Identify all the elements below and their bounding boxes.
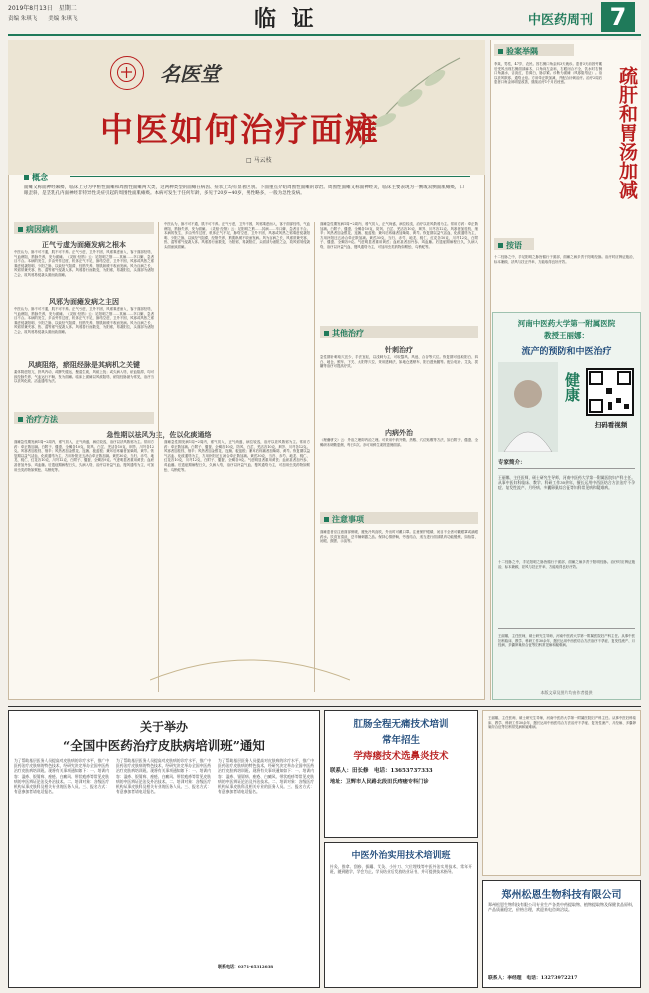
other-sub-1: 针刺治疗	[385, 345, 413, 354]
consult-heading: 验案举隅	[498, 46, 538, 57]
ads-divider	[8, 706, 641, 707]
cause-heading: 病因病机	[18, 224, 58, 235]
overview-heading: 概念	[24, 172, 48, 183]
treat-text-col2: 面瘫急性期发病1周~2周内，邪气初入，正气尚盛，病位较浅，治疗以祛风散邪为主。常用方药：牵正散加减。白附子、僵蚕、全蝎各10克，防风、白芷、羌活各10克，荆芥、川芎各12克。风寒者加桂枝、细辛；风热者加金银花、连翘、板蓝根；兼耳后疼痛者加柴胡、黄芩。恢复期以益气活血、化痰通络为主，方用补阳还五汤合牵正散加减。黄芪30克，当归、赤芍、地龙、桃仁、红花各10克，川芎12克，白附子、僵蚕、全蝎各9克。气虚明显者重用黄芪；血瘀甚者加丹参、鸡血藤。后遗症期病程日久，久病入络，治疗以补益气血、搜风通络为主，可加用虫类药物如蜈蚣、乌梢蛇等。	[164, 440, 310, 472]
ad1-text-col3: 为了帮助基层医务人员提高对皮肤病的诊疗水平，推广中医药治疗皮肤病的特色技术，经研究决定举办全国中医药治疗皮肤病培训班。现将有关事项通知如下：一、培训内容：湿疹、银屑病、痤疮、白癜风、带状疱疹等常见皮肤病的中医辨证论治及外治技术。二、培训对象：各级医疗机构从事皮肤科及相关专业的医务人员。三、报名方式：有意参加者请电话报名。	[218, 758, 314, 795]
overview-rule	[70, 176, 470, 177]
expert-rule	[498, 468, 635, 469]
ad2-title: 肛肠全程无痛技术培训	[353, 719, 449, 730]
ad2-address: 地址：卫辉市人民路北段田氏痔瘘专科门诊	[330, 779, 429, 785]
promo-hospital: 河南中医药大学第一附属医院	[517, 319, 616, 328]
ad1-head: 关于举办	[139, 720, 188, 734]
treat-heading: 治疗方法	[18, 414, 58, 425]
header-divider	[8, 34, 641, 36]
note-heading: 按语	[498, 240, 522, 251]
editor-note: 本版文章及图片均由作者提供	[540, 690, 593, 695]
cause-sub-3: 风痰阻络，瘀阻经脉是其病机之关键	[28, 360, 140, 369]
cause-sub-1: 正气亏虚为面瘫发病之根本	[42, 240, 126, 249]
notes-heading: 注意事项	[324, 514, 364, 525]
ad1-title: “全国中医药治疗皮肤病培训班”通知	[63, 738, 265, 753]
treat-text-col3: 面瘫急性期发病1周~2周内，邪气初入，正气尚盛，病位较浅，治疗以祛风散邪为主。常用方药：牵正散加减。白附子、僵蚕、全蝎各10克，防风、白芷、羌活各10克，荆芥、川芎各12克。风寒者加桂枝、细辛；风热者加金银花、连翘、板蓝根；兼耳后疼痛者加柴胡、黄芩。恢复期以益气活血、化痰通络为主，方用补阳还五汤合牵正散加减。黄芪30克，当归、赤芍、地龙、桃仁、红花各10克，川芎12克，白附子、僵蚕、全蝎各9克。气虚明显者重用黄芪；血瘀甚者加丹参、鸡血藤。后遗症期病程日久，久病入络，治疗以补益气血、搜风通络为主，可加用虫类药物如蜈蚣、乌梢蛇等。	[320, 222, 478, 249]
seal-icon	[110, 56, 144, 90]
ad3-text: 针灸、推拿、刮痧、拔罐、艾灸、小针刀、穴位埋线等中医外治实用技术，常年开班，随到随学，学会为止。学员结业后发放结业证书，并可提供技术指导。	[330, 864, 472, 875]
ad1-contact: 联系电话：0371-65312038	[218, 964, 274, 969]
cause-text-col2: 中医认为，脉不可不通，肌不可不养。正气亏虚，卫外不固，风邪乘虚而入，客于面部经络，气血痹阻，筋脉失养，发为面瘫。《灵枢·经筋》云：足阳明之筋……其病……卒口僻，急者目不合。本病的发生，多由劳作过度，机体正气不足，脉络空虚，卫外不固，风寒或风热之邪乘虚侵袭阳明、少阳之脉，以致经气阻滞，经筋失养，筋肌纵缓不收而发病。风为百病之长，风邪常兼夹寒、热、湿等邪气侵袭人体。风邪善行而数变，为阳邪，易袭阳位，头面部为诸阳之会，故风邪易侵袭头面而致面瘫。	[164, 222, 310, 249]
vertical-headline: 疏肝和胃汤加减	[616, 66, 638, 199]
page-header	[0, 0, 649, 34]
promo-brand: 健康	[563, 372, 581, 402]
column-name: 名医堂	[160, 62, 220, 86]
ad3-title: 中医外治实用技术培训班	[351, 851, 451, 861]
ad4-title: 郑州松恩生物科技有限公司	[501, 890, 622, 901]
treat-text-col1: 面瘫急性期发病1周~2周内，邪气初入，正气尚盛，病位较浅，治疗以祛风散邪为主。常用方药：牵正散加减。白附子、僵蚕、全蝎各10克，防风、白芷、羌活各10克，荆芥、川芎各12克。风寒者加桂枝、细辛；风热者加金银花、连翘、板蓝根；兼耳后疼痛者加柴胡、黄芩。恢复期以益气活血、化痰通络为主，方用补阳还五汤合牵正散加减。黄芪30克，当归、赤芍、地龙、桃仁、红花各10克，川芎12克，白附子、僵蚕、全蝎各9克。气虚明显者重用黄芪；血瘀甚者加丹参、鸡血藤。后遗症期病程日久，久病入络，治疗以补益气血、搜风通络为主，可加用虫类药物如蜈蚣、乌梢蛇等。	[14, 440, 154, 472]
section-title: 临 证	[254, 6, 318, 32]
page-number: 7	[601, 2, 635, 32]
promo-title: 教授王丽娜：	[544, 331, 589, 340]
expert-photo	[498, 362, 558, 452]
ad4-text: 郑州松恩生物科技有限公司专业生产各类中药提取物、植物提取物及保健食品原料，产品质量稳定，价格合理，欢迎来电咨询洽谈。	[488, 902, 636, 913]
cause-text-2: 中医认为，脉不可不通，肌不可不养。正气亏虚，卫外不固，风邪乘虚而入，客于面部经络，气血痹阻，筋脉失养，发为面瘫。《灵枢·经筋》云：足阳明之筋……其病……卒口僻，急者目不合。本病的发生，多由劳作过度，机体正气不足，脉络空虚，卫外不固，风寒或风热之邪乘虚侵袭阳明、少阳之脉，以致经气阻滞，经筋失养，筋肌纵缓不收而发病。风为百病之长，风邪常兼夹寒、热、湿等邪气侵袭人体。风邪善行而数变，为阳邪，易袭阳位，头面部为诸阳之会，故风邪易侵袭头面而致面瘫。	[14, 307, 154, 334]
promo-extra-text: 十二经脉之中，手足阳明之脉皆循行于面部，面瘫之病多责于阳明经脉。治疗时应辨证施治，标本兼顾，祛风与扶正并举，方能取得良好疗效。	[498, 560, 635, 569]
ad2-contact: 联系人：田长修 电话：13653737333	[330, 768, 433, 774]
ad1-text-col1: 为了帮助基层医务人员提高对皮肤病的诊疗水平，推广中医药治疗皮肤病的特色技术，经研究决定举办全国中医药治疗皮肤病培训班。现将有关事项通知如下：一、培训内容：湿疹、银屑病、痤疮、白癜风、带状疱疹等常见皮肤病的中医辨证论治及外治技术。二、培训对象：各级医疗机构从事皮肤科及相关专业的医务人员。三、报名方式：有意参加者请电话报名。	[14, 758, 109, 795]
scan-label: 扫码看视频	[594, 421, 628, 429]
other-heading: 其他治疗	[324, 328, 364, 339]
column-divider	[314, 222, 315, 692]
acupuncture-text: 急性期针刺取穴宜少，手法宜轻，以浅刺为主，可取翳风、风池、合谷等穴位。恢复期可选取阳白、四白、地仓、颊车、下关、太阳等穴位，采用透刺法，如地仓透颊车、阳白透鱼腰等。配合电针、艾灸、拔罐等治疗可提高疗效。	[320, 355, 478, 369]
other-sub-2: 内病外治	[385, 428, 413, 437]
expert-bio: 王丽娜，主任医师，硕士研究生导师，河南中医药大学第一附属医院妇产科主任。从事中医妇科临床、教学、科研工作30余年，擅长运用中西医结合方法治疗不孕症、复发性流产、月经病、多囊卵巢综合征等妇科常见病和疑难病。	[498, 475, 635, 490]
cause-text-3: 素体阴虚阳亢，肝风内动，或脾失健运，聚湿生痰，风痰上扰；或久病入络，瘀血阻滞，均可致经脉失养，气血运行不畅，发为面瘫。临床上面瘫以风痰阻络、瘀阻经脉最为常见，治疗当以祛风化痰、活血通络为法。	[14, 370, 154, 384]
cause-sub-2: 风邪为面瘫发病之主因	[49, 297, 119, 306]
editor-credit: 责编 朱琪飞 美编 朱琪飞	[8, 16, 78, 22]
ad2-sub: 常年招生	[381, 735, 420, 746]
issue-date: 2019年8月13日 星期二	[8, 5, 77, 12]
notes-text: 面瘫患者应注意面部保暖，避免冷风直吹，外出时可戴口罩。注意保护眼睛，闭目不全者可戴眼罩或滴眼药水。饮食宜清淡，忌辛辣刺激之品。保持心情舒畅，劳逸结合，适当进行面部肌肉功能锻炼，如抬眉、闭眼、鼓腮、示齿等。	[320, 530, 478, 544]
external-treatment-text: 《理瀹骈文》云：外治之理即内治之理。可采用中药外敷、热敷、穴位贴敷等方法，如白附子、僵蚕、全蝎研末调敷患侧，每日1次。亦可用鲜生姜擦患侧面部。	[320, 438, 478, 447]
cause-text-1: 中医认为，脉不可不通，肌不可不养。正气亏虚，卫外不固，风邪乘虚而入，客于面部经络，气血痹阻，筋脉失养，发为面瘫。《灵枢·经筋》云：足阳明之筋……其病……卒口僻，急者目不合。本病的发生，多由劳作过度，机体正气不足，脉络空虚，卫外不固，风寒或风热之邪乘虚侵袭阳明、少阳之脉，以致经气阻滞，经筋失养，筋肌纵缓不收而发病。风为百病之长，风邪常兼夹寒、热、湿等邪气侵袭人体。风邪善行而数变，为阳邪，易袭阳位，头面部为诸阳之会，故风邪易侵袭头面而致面瘫。	[14, 250, 154, 277]
ad1-text-col2: 为了帮助基层医务人员提高对皮肤病的诊疗水平，推广中医药治疗皮肤病的特色技术，经研究决定举办全国中医药治疗皮肤病培训班。现将有关事项通知如下：一、培训内容：湿疹、银屑病、痤疮、白癜风、带状疱疹等常见皮肤病的中医辨证论治及外治技术。二、培训对象：各级医疗机构从事皮肤科及相关专业的医务人员。三、报名方式：有意参加者请电话报名。	[116, 758, 211, 795]
column-divider	[158, 222, 159, 692]
article-title: 中医如何治疗面瘫	[100, 110, 380, 149]
expert-label: 专家简介：	[498, 460, 526, 466]
promo-topic: 流产的预防和中医治疗	[521, 347, 612, 357]
article-byline: □ 马云枝	[246, 157, 272, 164]
qr-code-icon[interactable]	[586, 368, 634, 416]
ad4-contact: 联系人：李经理 电话：13273972217	[488, 975, 578, 981]
promo-rule	[498, 628, 635, 629]
overview-text: 面瘫又称面神经麻痹，临床上分为中枢性面瘫和周围性面瘫两大类，这两种类型的面瘫在病因、症状上均有显著区别。下面重点介绍周围性面瘫的诊治。周围性面瘫又称面神经炎，临床主要表现为一侧或双侧面肌瘫痪，口眼歪斜，是茎乳孔内面神经非特异性炎症引起的周围性面肌瘫痪。本病可发生于任何年龄，多见于20岁~40岁，男性略多，一般为急性发病。	[24, 185, 464, 197]
small-notice-text: 王丽娜，主任医师，硕士研究生导师，河南中医药大学第一附属医院妇产科主任。从事中医妇科临床、教学、科研工作30余年，擅长运用中西医结合方法治疗不孕症、复发性流产、月经病、多囊卵巢综合征等妇科常见病和疑难病。	[488, 716, 636, 730]
decorative-swash-icon	[150, 640, 350, 690]
consult-text: 李某，男性，47岁，农民。因右侧口角歪斜3天就诊。患者3天前因劳累后受风出现右侧面部麻木，口角向左歪斜，右眼闭合不全，饮水时右侧口角漏水，舌淡红，苔薄白，脉浮紧。诊断为面瘫（风寒阻络证）。治以祛风散寒、通络止痉。方用牵正散加减，并配合针刺治疗。治疗2周后患者口角歪斜明显改善，继续治疗1个月后痊愈。	[494, 62, 602, 85]
treat-sub-1: 急性期以祛风为主，佐以化痰通络	[106, 430, 212, 439]
note-text: 十二经脉之中，手足阳明之脉皆循行于面部，面瘫之病多责于阳明经脉。治疗时应辨证施治，标本兼顾，祛风与扶正并举，方能取得良好疗效。	[494, 255, 636, 264]
ad2-title2: 学痔瘘技术选鼻炎技术	[353, 751, 449, 762]
paper-name: 中医药周刊	[528, 13, 594, 28]
promo-footer-text: 王丽娜，主任医师，硕士研究生导师，河南中医药大学第一附属医院妇产科主任。从事中医妇科临床、教学、科研工作30余年，擅长运用中西医结合方法治疗不孕症、复发性流产、月经病、多囊卵巢综合征等妇科常见病和疑难病。	[498, 634, 635, 648]
